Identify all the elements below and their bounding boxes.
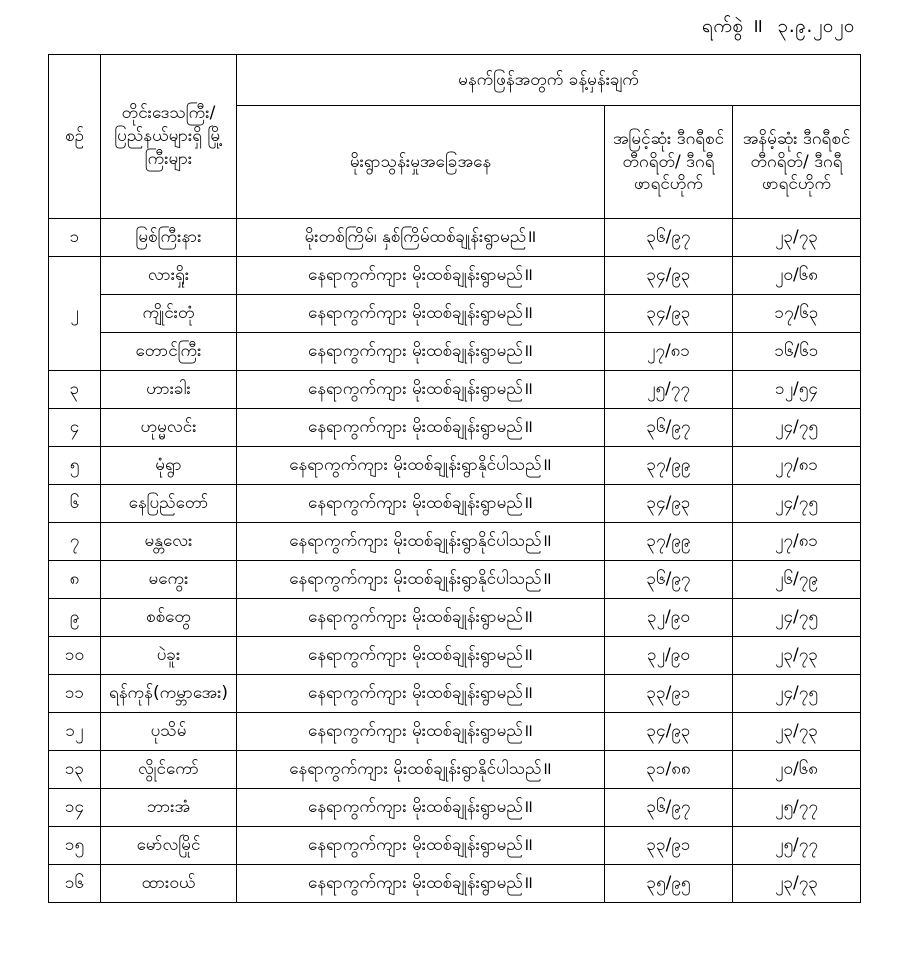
cell-min-temp: ၁၂/၅၄ [733,371,861,409]
cell-max-temp: ၃၄/၉၃ [605,257,733,295]
column-header-serial: စဉ် [49,55,101,219]
column-header-region: တိုင်းဒေသကြီး/ ပြည်နယ်များရှိ မြို့ကြီးများ [101,55,237,219]
table-row [49,751,861,789]
cell-max-temp: ၃၃/၉၁ [605,827,733,865]
cell-max-temp: ၃၄/၉၃ [605,485,733,523]
table-row [49,371,861,409]
table-row [49,409,861,447]
cell-serial: ၁၂ [49,713,101,751]
table-row [49,257,861,295]
cell-max-temp: ၃၆/၉၇ [605,561,733,599]
cell-condition: နေရာကွက်ကျား မိုးထစ်ချုန်းရွာမည်॥ [237,789,605,827]
cell-city: မြစ်ကြီးနား [101,219,237,257]
date-value: ၃.၉.၂၀၂၀ [777,15,855,37]
cell-max-temp: ၂၅/၇၇ [605,371,733,409]
cell-max-temp: ၃၅/၉၅ [605,865,733,903]
column-header-condition: မိုးရွာသွန်းမှုအခြေအနေ [237,106,605,219]
table-body [49,219,861,903]
cell-serial: ၁၀ [49,637,101,675]
cell-condition: နေရာကွက်ကျား မိုးထစ်ချုန်းရွာမည်॥ [237,371,605,409]
cell-condition: နေရာကွက်ကျား မိုးထစ်ချုန်းရွာမည်॥ [237,713,605,751]
cell-max-temp: ၃၇/၉၉ [605,523,733,561]
cell-city: လွိုင်ကော် [101,751,237,789]
cell-city: ကျိုင်းတုံ [101,295,237,333]
table-row [49,789,861,827]
cell-max-temp: ၃၇/၉၉ [605,447,733,485]
cell-serial: ၁၁ [49,675,101,713]
cell-serial: ၂ [49,257,101,371]
cell-condition: နေရာကွက်ကျား မိုးထစ်ချုန်းရွာနိုင်ပါသည်॥ [237,447,605,485]
cell-min-temp: ၂၄/၇၅ [733,675,861,713]
table-row [49,675,861,713]
cell-serial: ၄ [49,409,101,447]
cell-max-temp: ၃၆/၉၇ [605,409,733,447]
cell-max-temp: ၃၄/၉၃ [605,713,733,751]
cell-condition: နေရာကွက်ကျား မိုးထစ်ချုန်းရွာမည်॥ [237,409,605,447]
cell-min-temp: ၁၆/၆၁ [733,333,861,371]
cell-condition: နေရာကွက်ကျား မိုးထစ်ချုန်းရွာမည်॥ [237,637,605,675]
cell-serial: ၁ [49,219,101,257]
cell-city: မော်လမြိုင် [101,827,237,865]
cell-city: ဘားအံ [101,789,237,827]
cell-city: ပဲခူး [101,637,237,675]
cell-city: ဟားခါး [101,371,237,409]
cell-condition: နေရာကွက်ကျား မိုးထစ်ချုန်းရွာမည်॥ [237,865,605,903]
cell-serial: ၁၃ [49,751,101,789]
document-date-header [702,12,855,42]
column-header-min-temp: အနိမ့်ဆုံး ဒီဂရီစင်တီဂရိတ်/ ဒီဂရီဖာရင်ဟိုက် [733,106,861,219]
cell-city: စစ်တွေ [101,599,237,637]
table-row [49,827,861,865]
cell-min-temp: ၂၄/၇၅ [733,599,861,637]
cell-min-temp: ၂၄/၇၅ [733,485,861,523]
cell-serial: ၅ [49,447,101,485]
table-row [49,447,861,485]
table-row [49,865,861,903]
cell-serial: ၁၆ [49,865,101,903]
cell-serial: ၃ [49,371,101,409]
cell-max-temp: ၃၆/၉၇ [605,789,733,827]
cell-max-temp: ၂၇/၈၁ [605,333,733,371]
cell-min-temp: ၁၇/၆၃ [733,295,861,333]
cell-serial: ၁၄ [49,789,101,827]
cell-min-temp: ၂၇/၈၁ [733,523,861,561]
cell-condition: နေရာကွက်ကျား မိုးထစ်ချုန်းရွာနိုင်ပါသည်॥ [237,523,605,561]
cell-min-temp: ၂၃/၇၃ [733,713,861,751]
cell-city: ထားဝယ် [101,865,237,903]
column-header-group: မနက်ဖြန်အတွက် ခန့်မှန်းချက် [237,55,861,106]
cell-condition: နေရာကွက်ကျား မိုးထစ်ချုန်းရွာမည်॥ [237,257,605,295]
cell-condition: နေရာကွက်ကျား မိုးထစ်ချုန်းရွာနိုင်ပါသည်॥ [237,751,605,789]
cell-serial: ၇ [49,523,101,561]
cell-max-temp: ၃၆/၉၇ [605,219,733,257]
cell-min-temp: ၂၃/၇၃ [733,637,861,675]
cell-min-temp: ၂၃/၇၃ [733,219,861,257]
cell-condition: နေရာကွက်ကျား မိုးထစ်ချုန်းရွာမည်॥ [237,485,605,523]
cell-min-temp: ၂၅/၇၇ [733,789,861,827]
cell-condition: နေရာကွက်ကျား မိုးထစ်ချုန်းရွာမည်॥ [237,675,605,713]
cell-city: လားရှိုး [101,257,237,295]
date-separator: ॥ [751,15,764,37]
forecast-table [48,54,861,903]
cell-condition: နေရာကွက်ကျား မိုးထစ်ချုန်းရွာနိုင်ပါသည်॥ [237,561,605,599]
cell-min-temp: ၂၃/၇၃ [733,865,861,903]
table-row [49,637,861,675]
cell-min-temp: ၂၀/၆၈ [733,257,861,295]
table-row [49,599,861,637]
table-row [49,485,861,523]
table-row [49,333,861,371]
table-row [49,295,861,333]
cell-max-temp: ၃၃/၉၁ [605,675,733,713]
cell-min-temp: ၂၇/၈၁ [733,447,861,485]
cell-condition: နေရာကွက်ကျား မိုးထစ်ချုန်းရွာမည်॥ [237,827,605,865]
cell-max-temp: ၃၂/၉၀ [605,637,733,675]
cell-city: မုံရွာ [101,447,237,485]
cell-min-temp: ၂၅/၇၇ [733,827,861,865]
table-row [49,561,861,599]
cell-city: ရန်ကုန်(ကမ္ဘာအေး) [101,675,237,713]
cell-max-temp: ၃၄/၉၃ [605,295,733,333]
cell-city: ပုသိမ် [101,713,237,751]
cell-condition: နေရာကွက်ကျား မိုးထစ်ချုန်းရွာမည်॥ [237,599,605,637]
cell-min-temp: ၂၆/၇၉ [733,561,861,599]
cell-serial: ၆ [49,485,101,523]
cell-serial: ၁၅ [49,827,101,865]
cell-condition: မိုးတစ်ကြိမ်၊ နှစ်ကြိမ်ထစ်ချုန်းရွာမည်॥ [237,219,605,257]
cell-condition: နေရာကွက်ကျား မိုးထစ်ချုန်းရွာမည်॥ [237,333,605,371]
cell-city: မန္တလေး [101,523,237,561]
cell-min-temp: ၂၀/၆၈ [733,751,861,789]
cell-city: နေပြည်တော် [101,485,237,523]
cell-condition: နေရာကွက်ကျား မိုးထစ်ချုန်းရွာမည်॥ [237,295,605,333]
table-row [49,219,861,257]
column-header-max-temp: အမြင့်ဆုံး ဒီဂရီစင်တီဂရိတ်/ ဒီဂရီဖာရင်ဟိုက် [605,106,733,219]
date-label: ရက်စွဲ [701,15,744,37]
table-head [49,55,861,219]
cell-serial: ၉ [49,599,101,637]
cell-max-temp: ၃၁/၈၈ [605,751,733,789]
cell-min-temp: ၂၄/၇၅ [733,409,861,447]
table-row [49,523,861,561]
cell-max-temp: ၃၂/၉၀ [605,599,733,637]
cell-city: တောင်ကြီး [101,333,237,371]
table-row [49,713,861,751]
cell-city: မကွေး [101,561,237,599]
cell-city: ဟုမ္မလင်း [101,409,237,447]
cell-serial: ၈ [49,561,101,599]
